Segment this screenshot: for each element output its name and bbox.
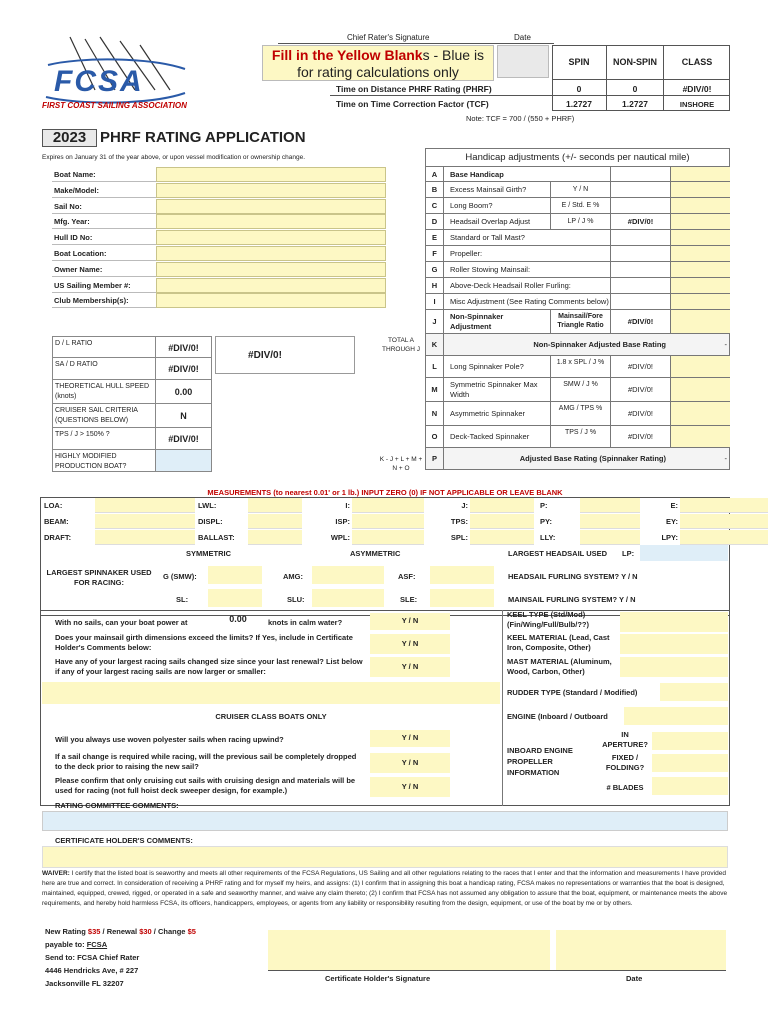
handicap-row bbox=[425, 294, 730, 310]
measurement-input[interactable] bbox=[470, 530, 534, 545]
asf-input[interactable] bbox=[430, 566, 494, 584]
boat-field-input[interactable] bbox=[156, 246, 386, 261]
tcf-note: Note: TCF = 700 / (550 + PHRF) bbox=[466, 114, 575, 123]
holder-date-input[interactable] bbox=[556, 930, 726, 970]
boat-field-input[interactable] bbox=[156, 278, 386, 293]
measurement-input[interactable] bbox=[680, 530, 768, 545]
measurement-label: I: bbox=[345, 501, 350, 510]
boat-field-input[interactable] bbox=[156, 214, 386, 229]
handicap-row-value bbox=[610, 230, 670, 245]
measurements-title: MEASUREMENTS (to nearest 0.01' or 1 lb.) INPUT ZERO (0) IF NOT APPLICABLE OR LEAVE BLANK bbox=[207, 488, 563, 497]
handicap-row-text: Long Boom? bbox=[450, 201, 493, 210]
handicap-row-text: Symmetric Spinnaker Max Width bbox=[450, 380, 538, 399]
handicap-row-input[interactable] bbox=[670, 278, 730, 293]
measurement-input[interactable] bbox=[580, 498, 640, 513]
boat-field-row bbox=[52, 293, 386, 308]
handicap-row-text: Misc Adjustment (See Rating Comments below) bbox=[450, 297, 609, 306]
holder-signature-input[interactable] bbox=[268, 930, 550, 970]
handicap-row-factor: AMG / TPS % bbox=[550, 402, 610, 425]
fees-line: New Rating $35 / Renewal $30 / Change $5 bbox=[45, 927, 196, 936]
ratio-label: D / L RATIO bbox=[55, 340, 93, 347]
handicap-row-input[interactable] bbox=[670, 214, 730, 229]
boat-field-label: Club Membership(s): bbox=[54, 296, 129, 306]
handicap-row bbox=[425, 310, 730, 334]
boat-field-label: Boat Location: bbox=[54, 249, 107, 258]
chief-rater-signature-label: Chief Rater's Signature bbox=[347, 33, 430, 42]
handicap-row-text: Deck-Tacked Spinnaker bbox=[450, 432, 530, 441]
handicap-row-letter: C bbox=[426, 198, 444, 213]
handicap-row bbox=[425, 448, 730, 470]
holder-comments-input[interactable] bbox=[42, 846, 728, 868]
measurement-input[interactable] bbox=[248, 498, 302, 513]
handicap-row-value bbox=[610, 167, 670, 181]
boat-field-row bbox=[52, 167, 386, 182]
handicap-row-factor: E / Std. E % bbox=[550, 198, 610, 213]
handicap-row-letter: A bbox=[426, 167, 444, 181]
handicap-row-value bbox=[610, 262, 670, 277]
fixed-folding-input[interactable] bbox=[652, 754, 728, 772]
handicap-row-letter: L bbox=[426, 356, 444, 377]
sl-input[interactable] bbox=[208, 589, 262, 607]
boat-field-label: Hull ID No: bbox=[54, 233, 93, 243]
measurement-input[interactable] bbox=[248, 530, 302, 545]
handicap-row-factor: Mainsail/Fore Triangle Ratio bbox=[550, 310, 610, 333]
ratio-value: #DIV/0! bbox=[155, 428, 211, 449]
handicap-row-letter: P bbox=[426, 448, 444, 469]
ratio-row bbox=[52, 358, 212, 380]
lp-input[interactable] bbox=[640, 545, 728, 561]
handicap-row-value bbox=[610, 278, 670, 293]
fill-in-instructions: Fill in the Yellow Blanks - Blue is for rating calculations only bbox=[262, 45, 494, 81]
measurement-input[interactable] bbox=[580, 514, 640, 529]
measurement-label: E: bbox=[670, 501, 678, 510]
handicap-row-input[interactable] bbox=[670, 167, 730, 181]
handicap-row-text: Long Spinnaker Pole? bbox=[450, 362, 524, 371]
rudder-type-input[interactable] bbox=[660, 683, 728, 701]
measurement-label: EY: bbox=[666, 517, 678, 526]
fcsa-logo: FCSA FIRST COAST SAILING ASSOCIATION bbox=[40, 35, 190, 115]
handicap-row-text: Above-Deck Headsail Roller Furling: bbox=[450, 281, 571, 290]
measurement-input[interactable] bbox=[680, 514, 768, 529]
boat-field-input[interactable] bbox=[156, 262, 386, 277]
measurement-label: BEAM: bbox=[44, 517, 69, 526]
handicap-row-letter: G bbox=[426, 262, 444, 277]
measurement-input[interactable] bbox=[470, 514, 534, 529]
ratio-value[interactable] bbox=[155, 450, 211, 471]
woven-yn-input[interactable]: Y / N bbox=[370, 730, 450, 747]
ratio-row bbox=[52, 336, 212, 358]
page-title: PHRF RATING APPLICATION bbox=[100, 129, 306, 146]
handicap-row-letter: I bbox=[426, 294, 444, 309]
handicap-row-letter: D bbox=[426, 214, 444, 229]
measurement-label: LPY: bbox=[661, 533, 678, 542]
boat-field-input[interactable] bbox=[156, 230, 386, 245]
handicap-row bbox=[425, 262, 730, 278]
rating-comments-input[interactable] bbox=[42, 811, 728, 831]
handicap-row-text: Asymmetric Spinnaker bbox=[450, 409, 526, 418]
ratio-label: CRUISER SAIL CRITERIA (QUESTIONS BELOW) bbox=[55, 407, 138, 424]
handicap-row-letter: H bbox=[426, 278, 444, 293]
boat-field-row bbox=[52, 199, 386, 214]
measurement-input[interactable] bbox=[95, 514, 195, 529]
ratio-label: HIGHLY MODIFIED PRODUCTION BOAT? bbox=[55, 453, 127, 470]
handicap-row bbox=[425, 278, 730, 294]
handicap-row bbox=[425, 214, 730, 230]
ratio-row bbox=[52, 404, 212, 428]
engine-input[interactable] bbox=[624, 707, 728, 725]
handicap-row-value bbox=[610, 198, 670, 213]
boat-field-input[interactable] bbox=[156, 199, 386, 214]
measurement-label: J: bbox=[461, 501, 468, 510]
handicap-row-letter: F bbox=[426, 246, 444, 261]
handicap-row-value: #DIV/0! bbox=[610, 356, 670, 377]
handicap-row-letter: E bbox=[426, 230, 444, 245]
cruising-cut-yn-input[interactable]: Y / N bbox=[370, 777, 450, 797]
handicap-row-text: Non-Spinnaker Adjusted Base Rating bbox=[533, 340, 666, 349]
measurement-input[interactable] bbox=[352, 514, 424, 529]
boat-field-row bbox=[52, 246, 386, 261]
power-speed-value: 0.00 bbox=[229, 614, 247, 624]
gsmw-input[interactable] bbox=[208, 566, 262, 584]
handicap-row-text: Base Handicap bbox=[450, 170, 504, 179]
measurement-label: LLY: bbox=[540, 533, 556, 542]
slu-input[interactable] bbox=[312, 589, 384, 607]
handicap-row-letter: O bbox=[426, 426, 444, 447]
measurement-input[interactable] bbox=[580, 530, 640, 545]
amg-input[interactable] bbox=[312, 566, 384, 584]
measurement-label: TPS: bbox=[450, 517, 468, 526]
boat-field-label: Owner Name: bbox=[54, 264, 103, 274]
handicap-title: Handicap adjustments (+/- seconds per nautical mile) bbox=[425, 148, 730, 166]
handicap-row bbox=[425, 230, 730, 246]
handicap-row-value: #DIV/0! bbox=[610, 214, 670, 229]
handicap-row-text: Propeller: bbox=[450, 249, 483, 258]
handicap-row bbox=[425, 378, 730, 402]
handicap-row-text: Standard or Tall Mast? bbox=[450, 233, 525, 242]
handicap-row-value bbox=[610, 182, 670, 197]
address-line-1: 4446 Hendricks Ave, # 227 bbox=[45, 966, 139, 975]
measurement-label: SPL: bbox=[450, 533, 468, 542]
payable-line: payable to: FCSA bbox=[45, 940, 108, 949]
sail-change-yn-input[interactable]: Y / N bbox=[370, 753, 450, 773]
boat-field-input[interactable] bbox=[156, 167, 386, 182]
handicap-row bbox=[425, 182, 730, 198]
boat-field-label: Sail No: bbox=[54, 201, 82, 211]
handicap-row-value: #DIV/0! bbox=[610, 310, 670, 333]
changed-yn-input[interactable]: Y / N bbox=[370, 657, 450, 677]
handicap-row-input[interactable] bbox=[670, 198, 730, 213]
handicap-row-factor: TPS / J % bbox=[550, 426, 610, 447]
handicap-row bbox=[425, 426, 730, 448]
holder-signature-label: Certificate Holder's Signature bbox=[325, 974, 431, 983]
ratio-row bbox=[52, 428, 212, 450]
boat-field-input[interactable] bbox=[156, 293, 386, 308]
boat-field-label: Make/Model: bbox=[54, 185, 100, 195]
rating-comments-label: RATING COMMITTEE COMMENTS: bbox=[55, 801, 179, 810]
address-line-2: Jacksonville FL 32207 bbox=[45, 979, 124, 988]
measurement-label: DRAFT: bbox=[44, 533, 72, 542]
handicap-row bbox=[425, 166, 730, 182]
handicap-row-value bbox=[610, 294, 670, 309]
handicap-row-text: Headsail Overlap Adjust bbox=[450, 217, 531, 226]
blades-input[interactable] bbox=[652, 777, 728, 795]
ratio-value: 0.00 bbox=[155, 380, 211, 403]
handicap-row-value: - bbox=[724, 454, 727, 463]
measurement-label: LOA: bbox=[44, 501, 63, 510]
application-year[interactable]: 2023 bbox=[42, 129, 97, 147]
handicap-row-input[interactable] bbox=[670, 402, 730, 425]
handicap-row-value: #DIV/0! bbox=[610, 378, 670, 401]
ratio-label: TPS / J > 150% ? bbox=[55, 431, 110, 438]
handicap-row-text: Adjusted Base Rating (Spinnaker Rating) bbox=[519, 454, 666, 463]
measurement-label: BALLAST: bbox=[198, 533, 235, 542]
handicap-row-value: - bbox=[724, 340, 727, 349]
handicap-row-text: Roller Stowing Mainsail: bbox=[450, 265, 531, 274]
mast-material-input[interactable] bbox=[620, 657, 728, 677]
ratio-row bbox=[52, 380, 212, 404]
ratio-value: N bbox=[155, 404, 211, 427]
signature-line bbox=[278, 43, 554, 44]
handicap-row-letter: B bbox=[426, 182, 444, 197]
power-yn-input[interactable]: Y / N bbox=[370, 613, 450, 630]
handicap-row bbox=[425, 356, 730, 378]
boat-field-row bbox=[52, 183, 386, 198]
ratio-label: THEORETICAL HULL SPEED (knots) bbox=[55, 383, 150, 400]
handicap-row-letter: M bbox=[426, 378, 444, 401]
handicap-row-value bbox=[610, 246, 670, 261]
ratio-summary-value: #DIV/0! bbox=[248, 350, 282, 361]
measurement-label: ISP: bbox=[335, 517, 350, 526]
boat-field-row bbox=[52, 278, 386, 293]
handicap-row-input[interactable] bbox=[670, 356, 730, 377]
boat-field-label: US Sailing Member #: bbox=[54, 280, 131, 290]
measurement-label: DISPL: bbox=[198, 517, 223, 526]
handicap-row-factor: SMW / J % bbox=[550, 378, 610, 401]
handicap-row-input[interactable] bbox=[670, 426, 730, 447]
sle-input[interactable] bbox=[430, 589, 494, 607]
handicap-row-value: #DIV/0! bbox=[610, 402, 670, 425]
handicap-row-input[interactable] bbox=[670, 230, 730, 245]
measurement-input[interactable] bbox=[352, 498, 424, 513]
handicap-row bbox=[425, 334, 730, 356]
date-label: Date bbox=[514, 33, 531, 42]
handicap-row-input[interactable] bbox=[670, 310, 730, 333]
waiver-text: WAIVER: I certify that the listed boat is seaworthy and meets all other requirements of the FCSA Regulations, US Sailing and all other regulations relating to the races that I enter and that the information and measurements I have provided here are true and correct. In consideration of receiving a PHRF rating and for myself my heirs, and assigns: (1) I confirm that in assigning this boat a handicap rating, FCSA makes no representations or warranties that the boat is designed, maintained, equipped, crewed, rigged, or operated in a safe and seaworthy manner, and waive any claim thereto; (2) I confirm that FCSA has not assumed any obligation to assure that the boat, equipment, or maintenance meets the above requirements, and hereby hold harmless FCSA, its officers, handicappers, employees, or agents from any liability or responsibility resulting from the design, equipment, or use of the boat by me or by others. bbox=[42, 870, 728, 907]
measurement-input[interactable] bbox=[680, 498, 768, 513]
measurement-label: P: bbox=[540, 501, 548, 510]
holder-date-label: Date bbox=[626, 974, 643, 983]
girth-yn-input[interactable]: Y / N bbox=[370, 634, 450, 654]
handicap-row-letter: N bbox=[426, 402, 444, 425]
handicap-row-input[interactable] bbox=[670, 262, 730, 277]
handicap-row-input[interactable] bbox=[670, 246, 730, 261]
keel-material-input[interactable] bbox=[620, 634, 728, 654]
handicap-row-input[interactable] bbox=[670, 182, 730, 197]
ratio-value: #DIV/0! bbox=[155, 337, 211, 357]
handicap-row-letter: K bbox=[426, 334, 444, 355]
handicap-row-input[interactable] bbox=[670, 378, 730, 401]
aperture-input[interactable] bbox=[652, 732, 728, 750]
sail-changes-input[interactable] bbox=[42, 682, 500, 704]
holder-comments-label: CERTIFICATE HOLDER'S COMMENTS: bbox=[55, 836, 193, 845]
measurement-input[interactable] bbox=[95, 530, 195, 545]
ratio-label: SA / D RATIO bbox=[55, 361, 98, 368]
total-a-through-j: TOTAL A THROUGH J bbox=[382, 337, 420, 353]
boat-field-input[interactable] bbox=[156, 183, 386, 198]
handicap-row bbox=[425, 246, 730, 262]
measurement-label: WPL: bbox=[330, 533, 350, 542]
handicap-row-text: Excess Mainsail Girth? bbox=[450, 185, 527, 194]
handicap-row bbox=[425, 198, 730, 214]
boat-field-row bbox=[52, 230, 386, 245]
handicap-row-value: #DIV/0! bbox=[610, 426, 670, 447]
boat-field-label: Boat Name: bbox=[54, 170, 96, 179]
handicap-row-factor: Y / N bbox=[550, 182, 610, 197]
handicap-row-text: Non-Spinnaker Adjustment bbox=[450, 312, 504, 331]
keel-type-input[interactable] bbox=[620, 612, 728, 632]
handicap-row-factor: 1.8 x SPL / J % bbox=[550, 356, 610, 377]
boat-field-row bbox=[52, 214, 386, 229]
measurement-input[interactable] bbox=[248, 514, 302, 529]
handicap-row bbox=[425, 402, 730, 426]
ratio-value: #DIV/0! bbox=[155, 358, 211, 379]
ratio-row bbox=[52, 450, 212, 472]
measurement-label: LWL: bbox=[198, 501, 217, 510]
handicap-row-input[interactable] bbox=[670, 294, 730, 309]
send-to-line: Send to: FCSA Chief Rater bbox=[45, 953, 140, 962]
boat-field-row bbox=[52, 262, 386, 277]
measurement-input[interactable] bbox=[470, 498, 534, 513]
total-k-through-o: K - J + L + M + N + O bbox=[379, 456, 423, 472]
measurement-label: PY: bbox=[540, 517, 552, 526]
measurement-input[interactable] bbox=[95, 498, 195, 513]
handicap-row-factor: LP / J % bbox=[550, 214, 610, 229]
boat-field-label: Mfg. Year: bbox=[54, 217, 90, 227]
measurement-input[interactable] bbox=[352, 530, 424, 545]
expiry-note: Expires on January 31 of the year above, or upon vessel modification or ownership change. bbox=[42, 154, 306, 161]
association-name: FIRST COAST SAILING ASSOCIATION bbox=[42, 101, 187, 110]
cruiser-section-title: CRUISER CLASS BOATS ONLY bbox=[215, 712, 327, 721]
handicap-row-letter: J bbox=[426, 310, 444, 333]
